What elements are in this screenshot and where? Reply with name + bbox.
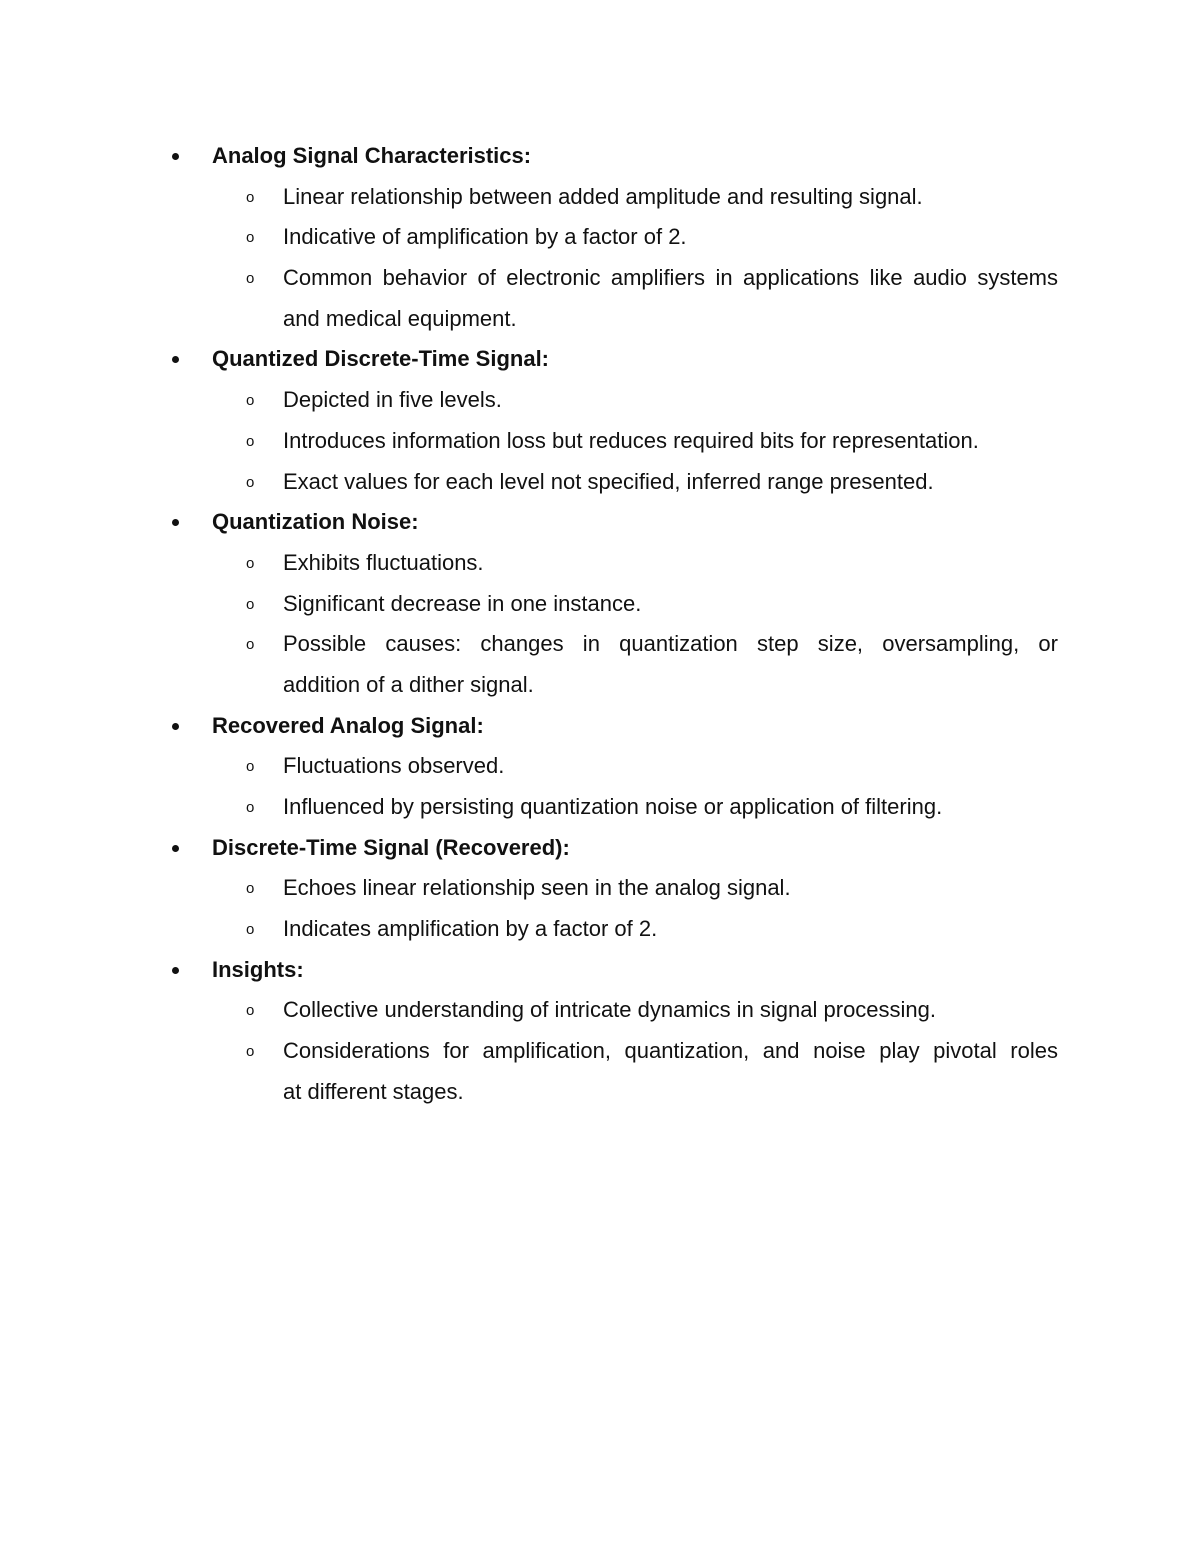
bullet-dot-icon xyxy=(172,723,179,730)
bullet-dot-icon xyxy=(172,845,179,852)
sub-bullet-text: Fluctuations observed. xyxy=(283,753,505,779)
sub-bullet-text: Indicative of amplification by a factor of 2. xyxy=(283,224,687,250)
sub-bullet-item xyxy=(0,746,1200,787)
sub-bullet-marker-icon: o xyxy=(246,1043,255,1061)
sub-bullet-item xyxy=(0,990,1200,1031)
bullet-dot-icon xyxy=(172,519,179,526)
sub-bullet-marker-icon: o xyxy=(246,921,255,939)
sub-bullet-continuation xyxy=(0,665,1200,706)
sub-bullet-text: Collective understanding of intricate dynamics in signal processing. xyxy=(283,997,937,1023)
sub-bullet-text: Considerations for amplification, quantization, and noise play pivotal roles xyxy=(283,1038,1058,1064)
sub-bullet-text: Significant decrease in one instance. xyxy=(283,590,642,616)
bullet-dot-icon xyxy=(172,153,179,160)
sub-bullet-marker-icon: o xyxy=(246,758,255,776)
sub-bullet-marker-icon: o xyxy=(246,392,255,410)
sub-bullet-item xyxy=(0,584,1200,625)
sub-bullet-item xyxy=(0,1031,1200,1072)
sub-bullet-text: Linear relationship between added amplitude and resulting signal. xyxy=(283,183,923,209)
sub-bullet-item xyxy=(0,258,1200,299)
section-heading-text: Insights: xyxy=(212,956,304,982)
sub-bullet-marker-icon: o xyxy=(246,595,255,613)
sub-bullet-continuation-text: addition of a dither signal. xyxy=(283,671,534,697)
bullet-dot-icon xyxy=(172,967,179,974)
sub-bullet-item xyxy=(0,177,1200,218)
sub-bullet-item xyxy=(0,624,1200,665)
section-heading-text: Discrete-Time Signal (Recovered): xyxy=(212,834,570,860)
sub-bullet-text: Introduces information loss but reduces required bits for representation. xyxy=(283,427,979,453)
sub-bullet-item xyxy=(0,380,1200,421)
sub-bullet-item xyxy=(0,543,1200,584)
sub-bullet-continuation xyxy=(0,1072,1200,1113)
section-heading-text: Quantization Noise: xyxy=(212,509,419,535)
sub-bullet-text: Indicates amplification by a factor of 2. xyxy=(283,916,658,942)
sub-bullet-item xyxy=(0,217,1200,258)
sub-bullet-marker-icon: o xyxy=(246,229,255,247)
section-heading-text: Quantized Discrete-Time Signal: xyxy=(212,346,550,372)
sub-bullet-marker-icon: o xyxy=(246,473,255,491)
sub-bullet-text: Common behavior of electronic amplifiers in applications like audio systems xyxy=(283,265,1058,291)
sub-bullet-text: Possible causes: changes in quantization step size, oversampling, or xyxy=(283,631,1058,657)
sub-bullet-marker-icon: o xyxy=(246,1002,255,1020)
sub-bullet-marker-icon: o xyxy=(246,188,255,206)
sub-bullet-text: Influenced by persisting quantization noise or application of filtering. xyxy=(283,794,943,819)
section-heading xyxy=(0,502,1200,543)
section-heading xyxy=(0,828,1200,869)
sub-bullet-item xyxy=(0,462,1200,503)
sub-bullet-text: Exhibits fluctuations. xyxy=(283,549,484,575)
sub-bullet-text: Echoes linear relationship seen in the analog signal. xyxy=(283,875,791,901)
section-heading xyxy=(0,339,1200,380)
section-heading xyxy=(0,706,1200,747)
section-heading xyxy=(0,136,1200,177)
sub-bullet-item xyxy=(0,909,1200,950)
sub-bullet-continuation-text: and medical equipment. xyxy=(283,305,517,331)
sub-bullet-text: Exact values for each level not specified, inferred range presented. xyxy=(283,468,934,494)
bullet-dot-icon xyxy=(172,356,179,363)
sub-bullet-continuation-text: at different stages. xyxy=(283,1078,464,1104)
sub-bullet-marker-icon: o xyxy=(246,880,255,898)
section-heading-text: Analog Signal Characteristics: xyxy=(212,143,532,168)
section-heading-text: Recovered Analog Signal: xyxy=(212,712,484,738)
sub-bullet-marker-icon: o xyxy=(246,799,255,816)
sub-bullet-text: Depicted in five levels. xyxy=(283,387,502,413)
sub-bullet-item xyxy=(0,787,1200,828)
sub-bullet-marker-icon: o xyxy=(246,636,255,654)
section-heading xyxy=(0,950,1200,991)
sub-bullet-continuation xyxy=(0,299,1200,340)
sub-bullet-marker-icon: o xyxy=(246,554,255,572)
sub-bullet-marker-icon: o xyxy=(246,270,255,288)
bullet-outline xyxy=(0,136,1200,1113)
sub-bullet-marker-icon: o xyxy=(246,432,255,450)
sub-bullet-item xyxy=(0,868,1200,909)
sub-bullet-item xyxy=(0,421,1200,462)
